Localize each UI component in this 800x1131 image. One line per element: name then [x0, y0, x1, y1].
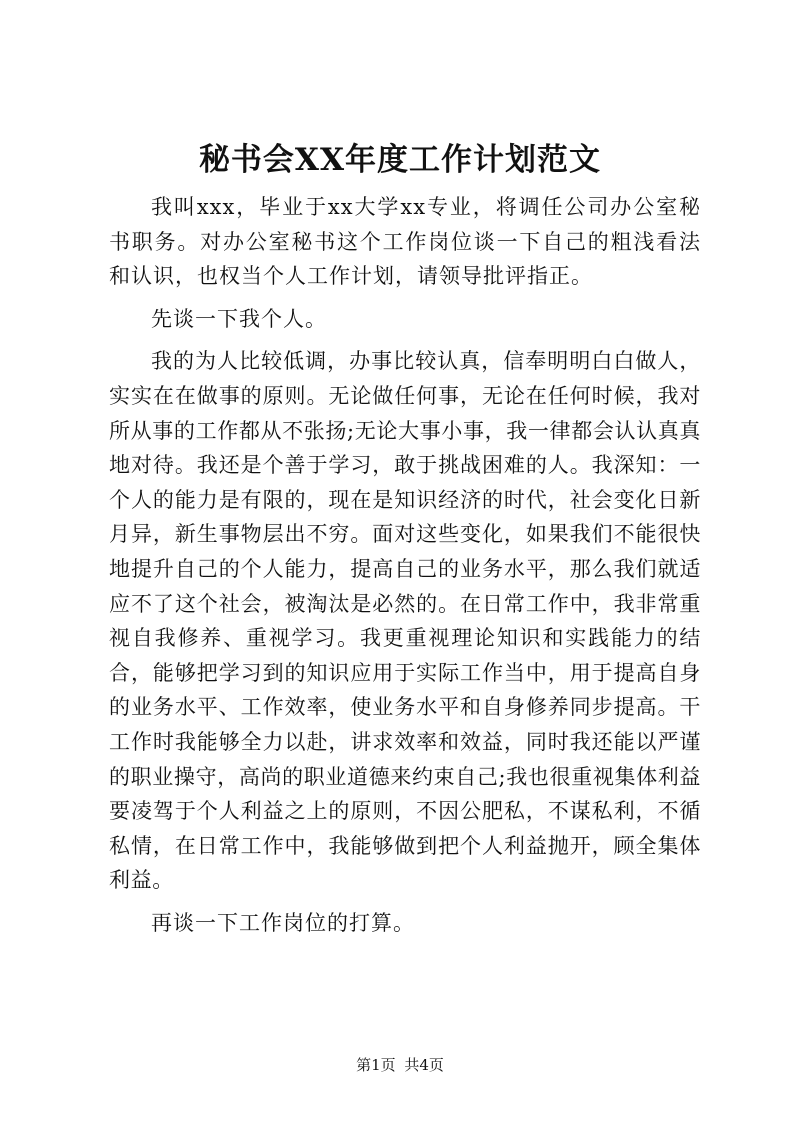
document-body: [109, 190, 701, 948]
page-number: 第1页: [356, 1056, 396, 1074]
paragraph-heading-self: 先谈一下我个人。: [151, 306, 327, 331]
page-total: 共4页: [404, 1056, 444, 1074]
document-title: 秘书会XX年度工作计划范文: [198, 142, 602, 178]
paragraph-self-description: 我的为人比较低调，办事比较认真，信奉明明白白做人，实实在在做事的原则。无论做任何事，无论在任何时候，我对所从事的工作都从不张扬;无论大事小事，我一律都会认认真真地对待。我还是个善于学习，敢于挑战困难的人。我深知：一个人的能力是有限的，现在是知识经济的时代，社会变化日新月异，新生事物层出不穷。面对这些变化，如果我们不能很快地提升自己的个人能力，提高自己的业务水平，那么我们就适应不了这个社会，被淘汰是必然的。在日常工作中，我非常重视自我修养、重视学习。我更重视理论知识和实践能力的结合，能够把学习到的知识应用于实际工作当中，用于提高自身的业务水平、工作效率，使业务水平和自身修养同步提高。干工作时我能够全力以赴，讲求效率和效益，同时我还能以严谨的职业操守，高尚的职业道德来约束自己;我也很重视集体利益要凌驾于个人利益之上的原则，不因公肥私，不谋私利，不循私情，在日常工作中，我能够做到把个人利益抛开，顾全集体利益。: [109, 349, 701, 893]
page-footer: [0, 1055, 800, 1075]
paragraph-intro: 我叫xxx，毕业于xx大学xx专业，将调任公司办公室秘书职务。对办公室秘书这个工作岗位谈一下自己的粗浅看法和认识，也权当个人工作计划，请领导批评指正。: [109, 195, 701, 289]
paragraph-heading-plan: 再谈一下工作岗位的打算。: [151, 910, 415, 935]
